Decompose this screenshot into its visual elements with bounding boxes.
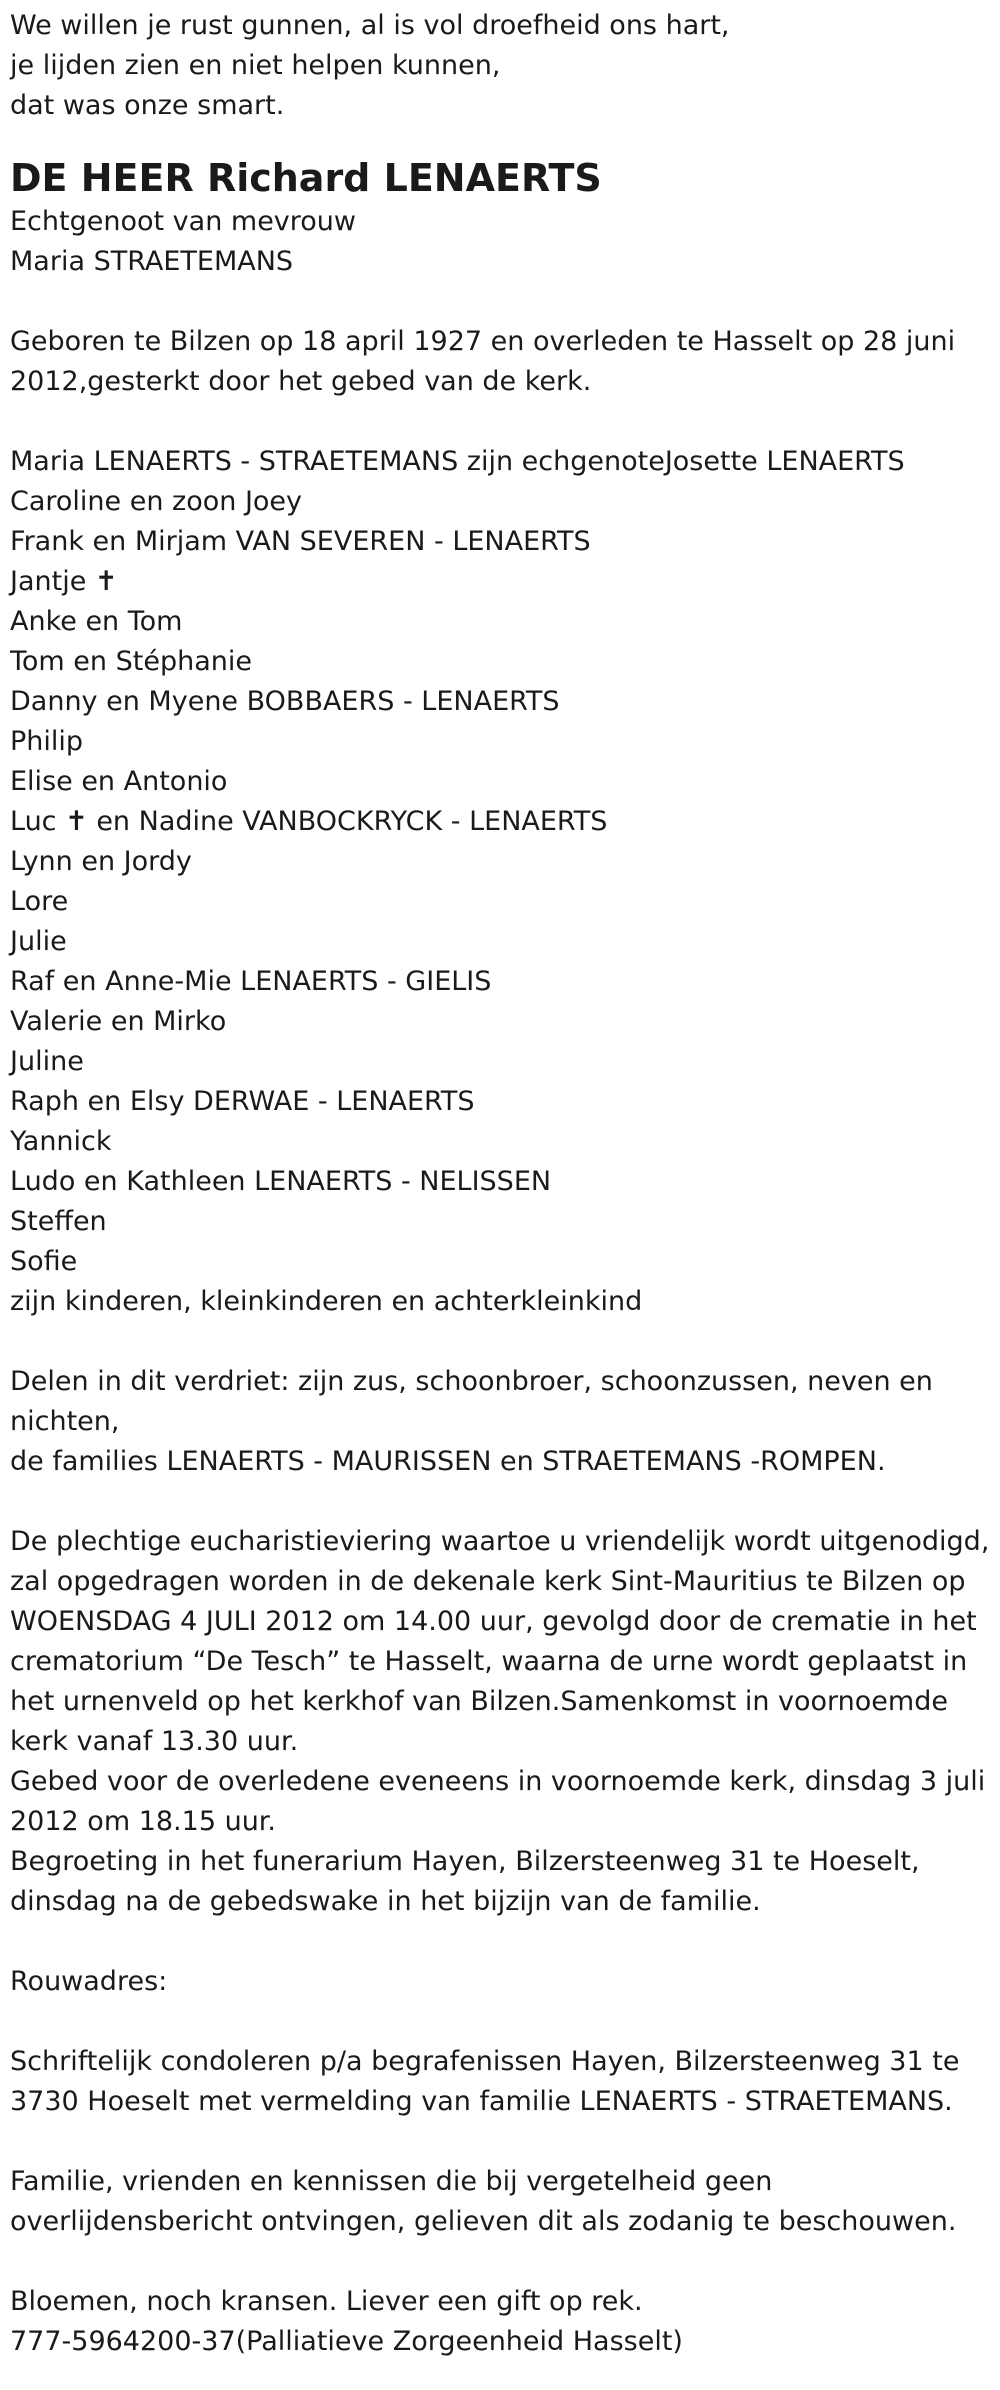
spacer — [10, 282, 990, 322]
spacer — [10, 2002, 990, 2042]
spacer — [10, 1922, 990, 1962]
spacer — [10, 1322, 990, 1362]
sorrow-line: Delen in dit verdriet: zijn zus, schoonbroer, schoonzussen, neven en — [10, 1366, 933, 1397]
sorrow-line: nichten, — [10, 1406, 120, 1437]
family-line: Maria LENAERTS - STRAETEMANS zijn echgenoteJosette LENAERTS — [10, 446, 905, 477]
family-line: Luc ✝ en Nadine VANBOCKRYCK - LENAERTS — [10, 806, 608, 837]
flowers-line: Bloemen, noch kransen. Liever een gift op rek. — [10, 2286, 643, 2317]
notice-section — [10, 2162, 990, 2242]
family-list — [10, 442, 990, 1322]
condolence-line: Schriftelijk condoleren p/a begrafenissen Hayen, Bilzersteenweg 31 te — [10, 2046, 960, 2077]
spacer — [10, 1482, 990, 1522]
ceremony-section — [10, 1522, 990, 1922]
deceased-name: DE HEER Richard LENAERTS — [10, 156, 602, 200]
family-line: Valerie en Mirko — [10, 1006, 227, 1037]
spouse-line: Maria STRAETEMANS — [10, 246, 294, 277]
spouse-info — [10, 202, 990, 282]
spouse-line: Echtgenoot van mevrouw — [10, 206, 357, 237]
ceremony-line: Begroeting in het funerarium Hayen, Bilzersteenweg 31 te Hoeselt, — [10, 1846, 920, 1877]
family-line: Lynn en Jordy — [10, 846, 192, 877]
spacer — [10, 2122, 990, 2162]
family-line: Juline — [10, 1046, 84, 1077]
poem-line: We willen je rust gunnen, al is vol droefheid ons hart, — [10, 10, 730, 41]
family-line: Sofie — [10, 1246, 78, 1277]
condolence-section — [10, 2042, 990, 2122]
spacer — [10, 402, 990, 442]
family-line: Danny en Myene BOBBAERS - LENAERTS — [10, 686, 560, 717]
notice-line: overlijdensbericht ontvingen, gelieven dit als zodanig te beschouwen. — [10, 2206, 957, 2237]
ceremony-line: zal opgedragen worden in de dekenale kerk Sint-Mauritius te Bilzen op — [10, 1566, 966, 1597]
family-line: Jantje ✝ — [10, 566, 118, 597]
family-line: Anke en Tom — [10, 606, 183, 637]
ceremony-line: WOENSDAG 4 JULI 2012 om 14.00 uur, gevolgd door de crematie in het — [10, 1606, 977, 1637]
family-line: Yannick — [10, 1126, 112, 1157]
notice-line: Familie, vrienden en kennissen die bij vergetelheid geen — [10, 2166, 773, 2197]
address-label: Rouwadres: — [10, 1966, 168, 1997]
sorrow-line: de families LENAERTS - MAURISSEN en STRAETEMANS -ROMPEN. — [10, 1446, 886, 1477]
ceremony-line: het urnenveld op het kerkhof van Bilzen.Samenkomst in voornoemde — [10, 1686, 948, 1717]
birth-info: Geboren te Bilzen op 18 april 1927 en overleden te Hasselt op 28 juni 2012,gesterkt door het gebed van de kerk. — [10, 326, 956, 397]
ceremony-line: Gebed voor de overledene eveneens in voornoemde kerk, dinsdag 3 juli — [10, 1766, 986, 1797]
family-line: Julie — [10, 926, 67, 957]
family-line: Elise en Antonio — [10, 766, 228, 797]
poem — [10, 6, 990, 126]
poem-line: dat was onze smart. — [10, 90, 285, 121]
ceremony-line: kerk vanaf 13.30 uur. — [10, 1726, 299, 1757]
family-line: Raf en Anne-Mie LENAERTS - GIELIS — [10, 966, 492, 997]
ceremony-line: De plechtige eucharistieviering waartoe u vriendelijk wordt uitgenodigd, — [10, 1526, 990, 1557]
family-line: Caroline en zoon Joey — [10, 486, 303, 517]
family-line: Steffen — [10, 1206, 107, 1237]
condolence-line: 3730 Hoeselt met vermelding van familie LENAERTS - STRAETEMANS. — [10, 2086, 953, 2117]
family-line: Philip — [10, 726, 84, 757]
flowers-line: 777-5964200-37(Palliatieve Zorgeenheid Hasselt) — [10, 2326, 683, 2357]
ceremony-line: 2012 om 18.15 uur. — [10, 1806, 277, 1837]
flowers-section — [10, 2282, 990, 2362]
ceremony-line: crematorium “De Tesch” te Hasselt, waarna de urne wordt geplaatst in — [10, 1646, 968, 1677]
poem-line: je lijden zien en niet helpen kunnen, — [10, 50, 501, 81]
sorrow-section — [10, 1362, 990, 1482]
family-line: zijn kinderen, kleinkinderen en achterkleinkind — [10, 1286, 643, 1317]
family-line: Lore — [10, 886, 69, 917]
ceremony-line: dinsdag na de gebedswake in het bijzijn van de familie. — [10, 1886, 761, 1917]
family-line: Frank en Mirjam VAN SEVEREN - LENAERTS — [10, 526, 591, 557]
family-line: Raph en Elsy DERWAE - LENAERTS — [10, 1086, 475, 1117]
spacer — [10, 126, 990, 144]
family-line: Tom en Stéphanie — [10, 646, 252, 677]
family-line: Ludo en Kathleen LENAERTS - NELISSEN — [10, 1166, 552, 1197]
spacer — [10, 2242, 990, 2282]
